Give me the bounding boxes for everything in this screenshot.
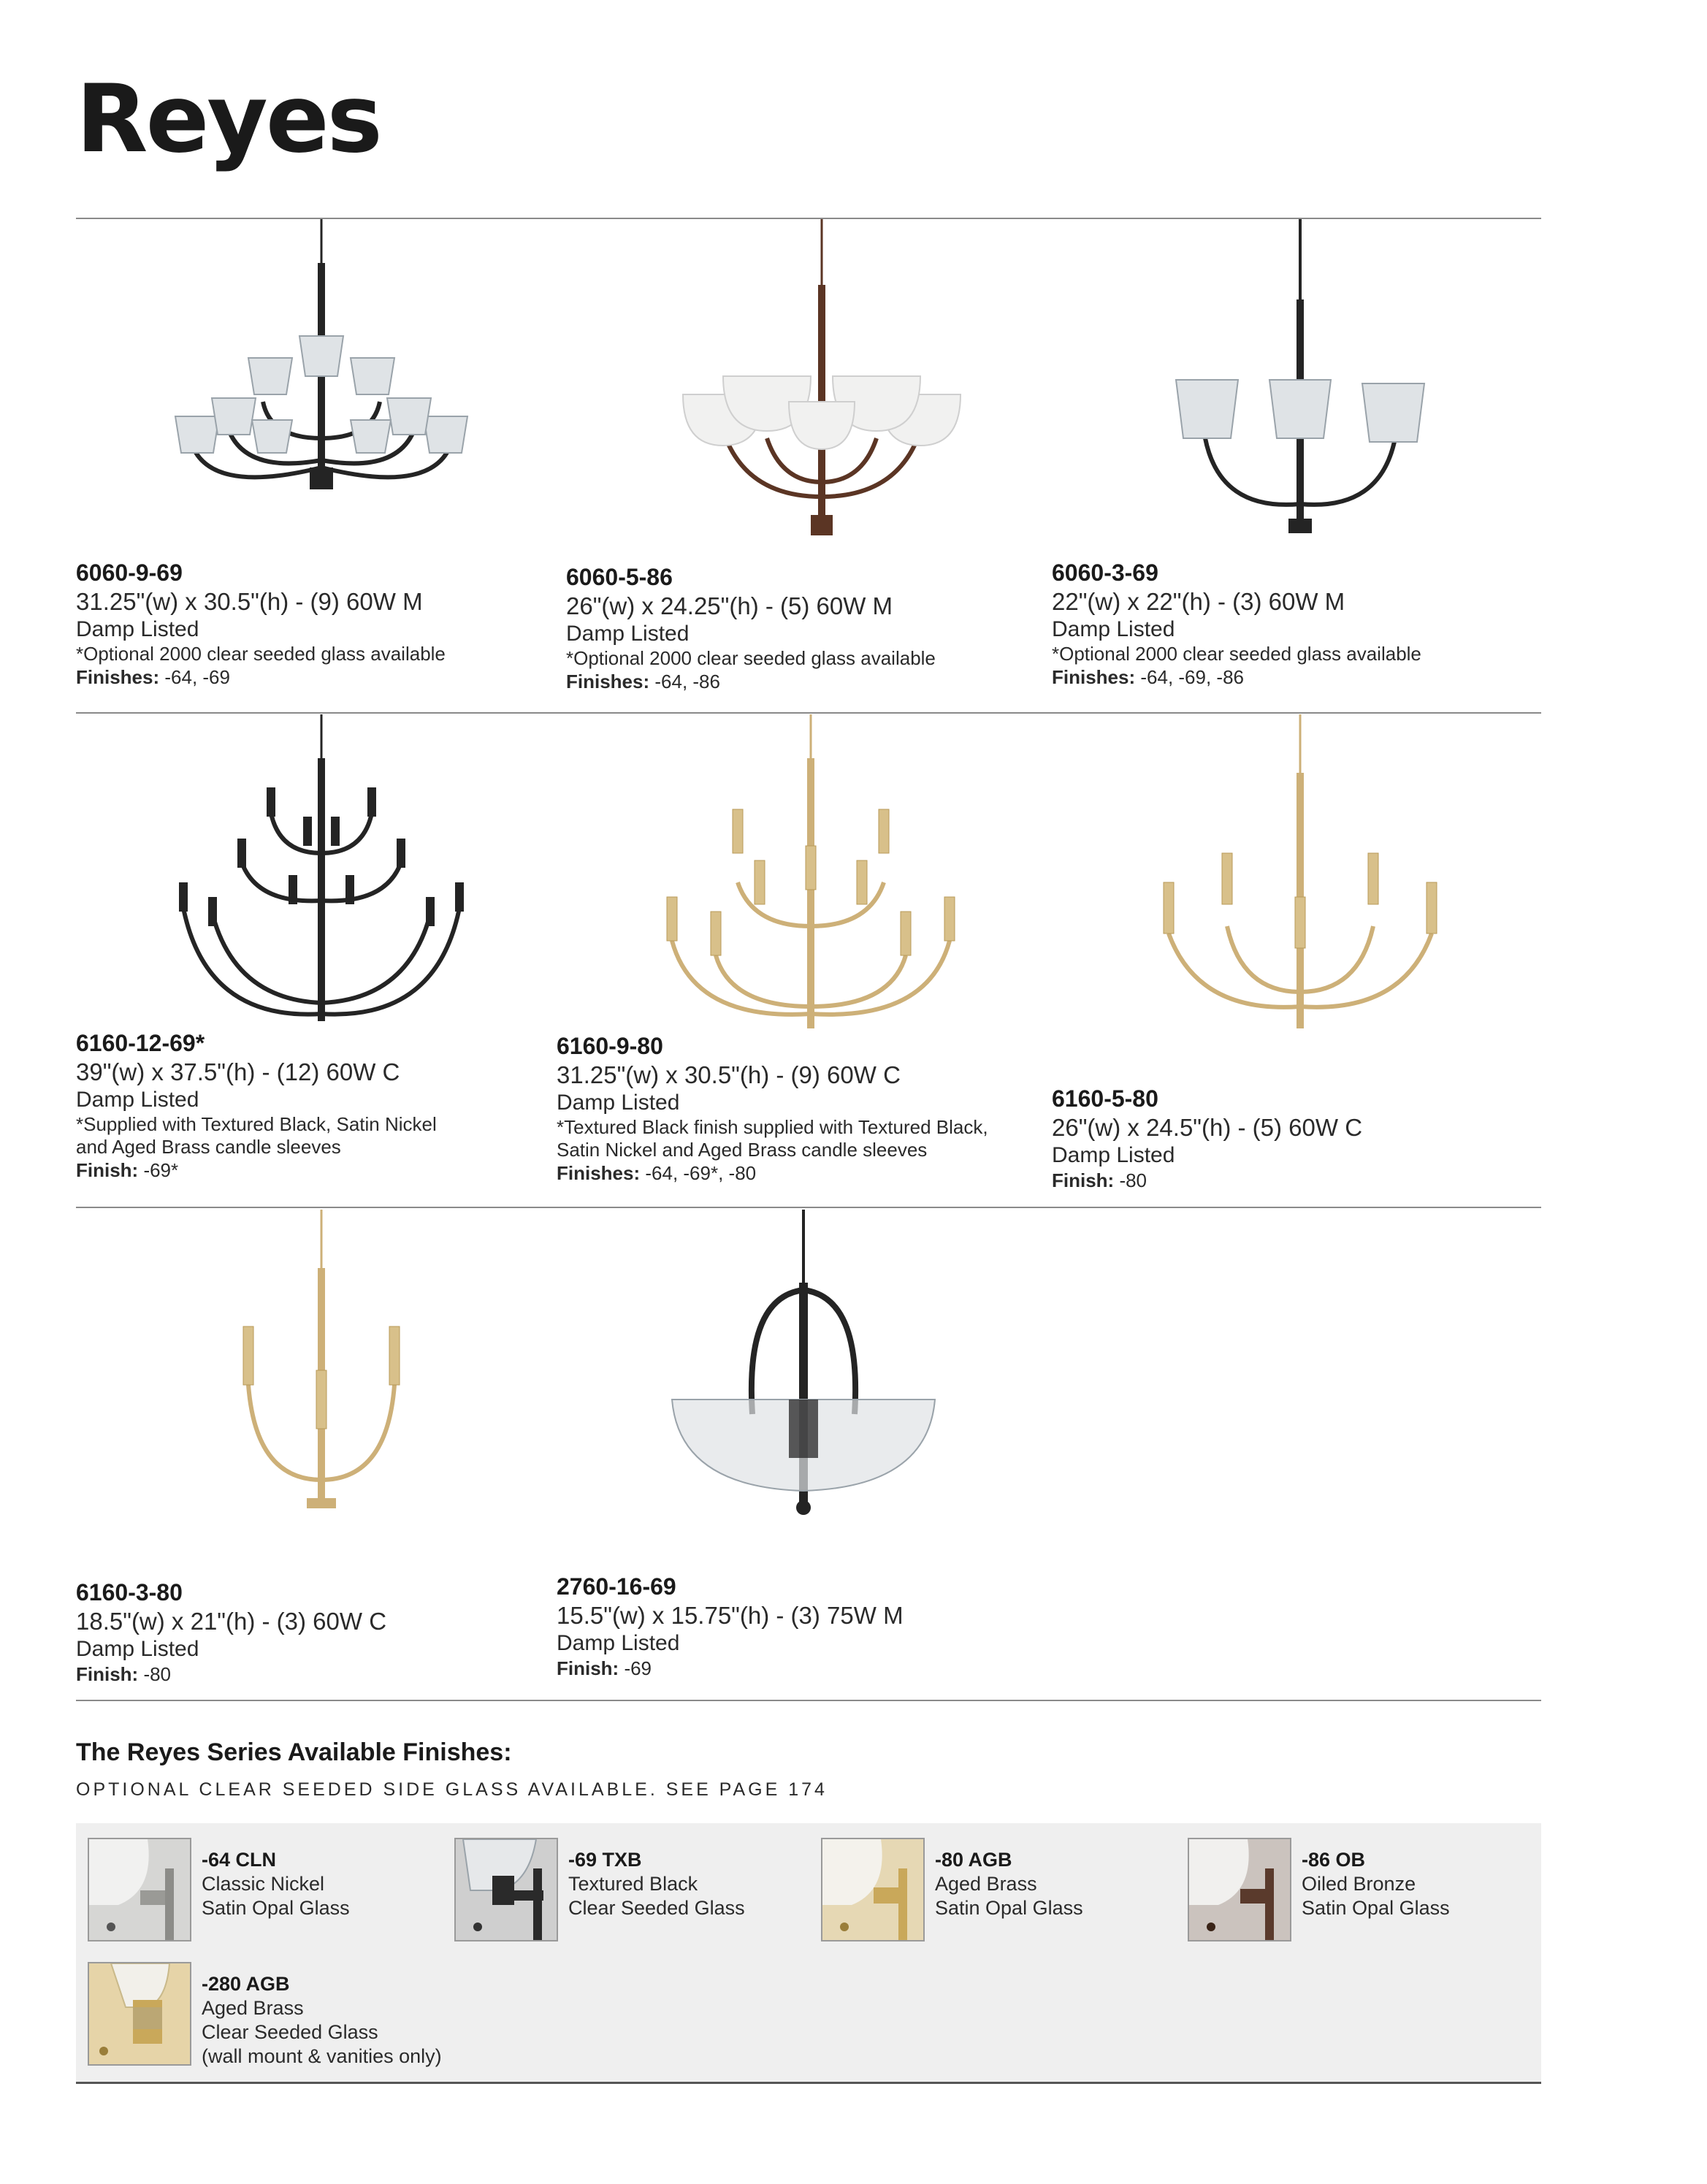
product-sku: 6160-12-69* [76,1030,205,1056]
product-sku: 6060-9-69 [76,560,183,586]
damp-listing: Damp Listed [557,1091,680,1115]
product-finishes [557,1657,1024,1680]
finish-values: -80 [138,1663,172,1685]
finish-label: Finish: [76,1159,139,1181]
finish-metal: Aged Brass [935,1873,1037,1895]
product-sku: 6160-5-80 [1052,1085,1158,1112]
divider [76,1700,1541,1701]
product-info [557,1572,1024,1680]
product-info [76,1578,543,1686]
finish-label: Finish: [76,1663,139,1685]
product-note: *Optional 2000 clear seeded glass available [566,647,936,669]
product-info [1052,558,1519,689]
damp-listing: Damp Listed [76,1088,199,1112]
product-finishes [76,1662,543,1686]
damp-listing: Damp Listed [1052,617,1175,641]
divider [76,712,1541,714]
product-dimensions: 31.25"(w) x 30.5"(h) - (9) 60W C [557,1061,901,1088]
page-title: Reyes [76,65,381,174]
finish-text [1302,1848,1565,1920]
product-info [76,1028,543,1182]
finish-label: Finishes: [557,1162,641,1184]
product-dimensions: 18.5"(w) x 21"(h) - (3) 60W C [76,1608,387,1635]
finish-label: Finishes: [76,666,160,688]
product-sku: 6160-9-80 [557,1033,663,1059]
product-note: and Aged Brass candle sleeves [76,1136,341,1158]
product-info [566,562,1034,693]
finishes-panel [76,1823,1541,2084]
product-info [76,558,543,689]
finish-text [568,1848,831,1920]
product-dimensions: 26"(w) x 24.5"(h) - (5) 60W C [1052,1114,1363,1141]
finish-values: -64, -69, -86 [1135,666,1244,688]
finish-label: Finishes: [566,671,650,692]
product-note: *Optional 2000 clear seeded glass available [1052,643,1421,665]
product-note: *Textured Black finish supplied with Textured Black, [557,1116,988,1138]
series-finishes-subheading: OPTIONAL CLEAR SEEDED SIDE GLASS AVAILABLE. SEE PAGE 174 [76,1779,828,1800]
product-sku: 6060-3-69 [1052,560,1158,586]
product-image-6160-5-80 [1154,714,1446,1036]
product-dimensions: 22"(w) x 22"(h) - (3) 60W M [1052,588,1345,615]
finish-text [202,1848,465,1920]
divider [76,1207,1541,1208]
series-finishes-heading: The Reyes Series Available Finishes: [76,1738,512,1766]
finish-note: (wall mount & vanities only) [202,2045,442,2067]
product-image-6060-5-86 [679,219,964,541]
product-sku: 2760-16-69 [557,1573,676,1600]
finish-values: -64, -69 [159,666,230,688]
finish-values: -69* [138,1159,179,1181]
product-dimensions: 15.5"(w) x 15.75"(h) - (3) 75W M [557,1602,904,1629]
product-info [1052,1084,1519,1192]
finish-values: -69 [619,1657,652,1679]
product-finishes [557,1161,1068,1185]
finish-text [202,1972,465,2069]
finish-glass: Clear Seeded Glass [568,1897,745,1919]
finish-code: -69 TXB [568,1849,642,1871]
product-dimensions: 26"(w) x 24.25"(h) - (5) 60W M [566,592,893,619]
product-image-6160-9-80 [650,714,971,1036]
finish-code: -280 AGB [202,1973,290,1995]
finish-sample-image [88,1962,191,2066]
finish-values: -80 [1114,1169,1147,1191]
finish-glass: Satin Opal Glass [1302,1897,1450,1919]
finish-glass: Satin Opal Glass [935,1897,1083,1919]
finish-label: Finish: [1052,1169,1115,1191]
product-note: *Supplied with Textured Black, Satin Nickel [76,1113,437,1135]
product-dimensions: 39"(w) x 37.5"(h) - (12) 60W C [76,1058,400,1085]
product-finishes [76,1158,543,1182]
damp-listing: Damp Listed [76,1637,199,1661]
product-image-6060-9-69 [161,219,482,541]
finish-metal: Oiled Bronze [1302,1873,1416,1895]
product-sku: 6160-3-80 [76,1579,183,1605]
finish-glass: Satin Opal Glass [202,1897,350,1919]
finish-sample-image [821,1838,925,1941]
product-note: *Optional 2000 clear seeded glass available [76,643,446,665]
damp-listing: Damp Listed [557,1631,680,1655]
product-image-2760-16-69 [665,1210,942,1516]
product-dimensions: 31.25"(w) x 30.5"(h) - (9) 60W M [76,588,423,615]
finish-glass: Clear Seeded Glass [202,2021,378,2043]
finish-metal: Classic Nickel [202,1873,325,1895]
product-finishes [76,665,543,689]
finish-values: -64, -86 [649,671,720,692]
product-finishes [566,670,1034,693]
damp-listing: Damp Listed [566,622,690,646]
product-image-6160-3-80 [226,1210,416,1516]
damp-listing: Damp Listed [76,617,199,641]
finish-label: Finishes: [1052,666,1136,688]
product-note: Satin Nickel and Aged Brass candle sleeves [557,1139,928,1161]
finish-code: -80 AGB [935,1849,1012,1871]
finish-metal: Textured Black [568,1873,698,1895]
finish-text [935,1848,1198,1920]
finish-code: -64 CLN [202,1849,277,1871]
finish-sample-image [1188,1838,1291,1941]
product-image-6160-12-69 [161,714,482,1036]
product-image-6060-3-69 [1169,219,1432,541]
product-info [557,1031,1068,1185]
finish-label: Finish: [557,1657,619,1679]
product-sku: 6060-5-86 [566,564,673,590]
finish-code: -86 OB [1302,1849,1366,1871]
product-finishes [1052,1169,1519,1192]
finish-sample-image [454,1838,558,1941]
product-finishes [1052,665,1519,689]
finish-sample-image [88,1838,191,1941]
damp-listing: Damp Listed [1052,1143,1175,1167]
finish-values: -64, -69*, -80 [640,1162,757,1184]
finish-metal: Aged Brass [202,1997,304,2019]
